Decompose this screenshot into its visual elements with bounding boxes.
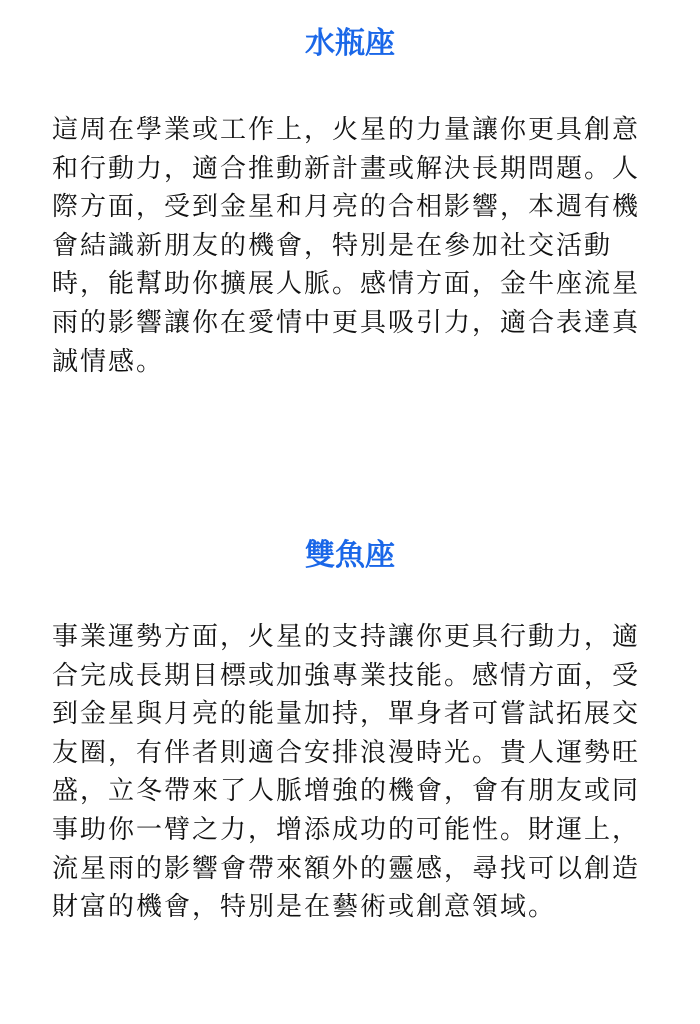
pisces-forecast-text: 事業運勢方面，火星的支持讓你更具行動力，適合完成長期目標或加強專業技能。感情方面，受到金星與月亮的能量加持，單身者可嘗試拓展交友圈，有伴者則適合安排浪漫時光。貴人運勢旺盛，立冬帶來了人脈增強的機會，會有朋友或同事助你一臂之力，增添成功的可能性。財運上，流星雨的影響會帶來額外的靈感，尋找可以創造財富的機會，特別是在藝術或創意領域。 [52, 622, 641, 923]
aquarius-forecast-text: 這周在學業或工作上，火星的力量讓你更具創意和行動力，適合推動新計畫或解決長期問題。人際方面，受到金星和月亮的合相影響，本週有機會結識新朋友的機會，特別是在參加社交活動時，能幫助你擴展人脈。感情方面，金牛座流星雨的影響讓你在愛情中更具吸引力，適合表達真誠情感。 [52, 115, 641, 377]
aquarius-heading: 水瓶座 [305, 26, 395, 61]
pisces-heading: 雙魚座 [305, 538, 395, 573]
